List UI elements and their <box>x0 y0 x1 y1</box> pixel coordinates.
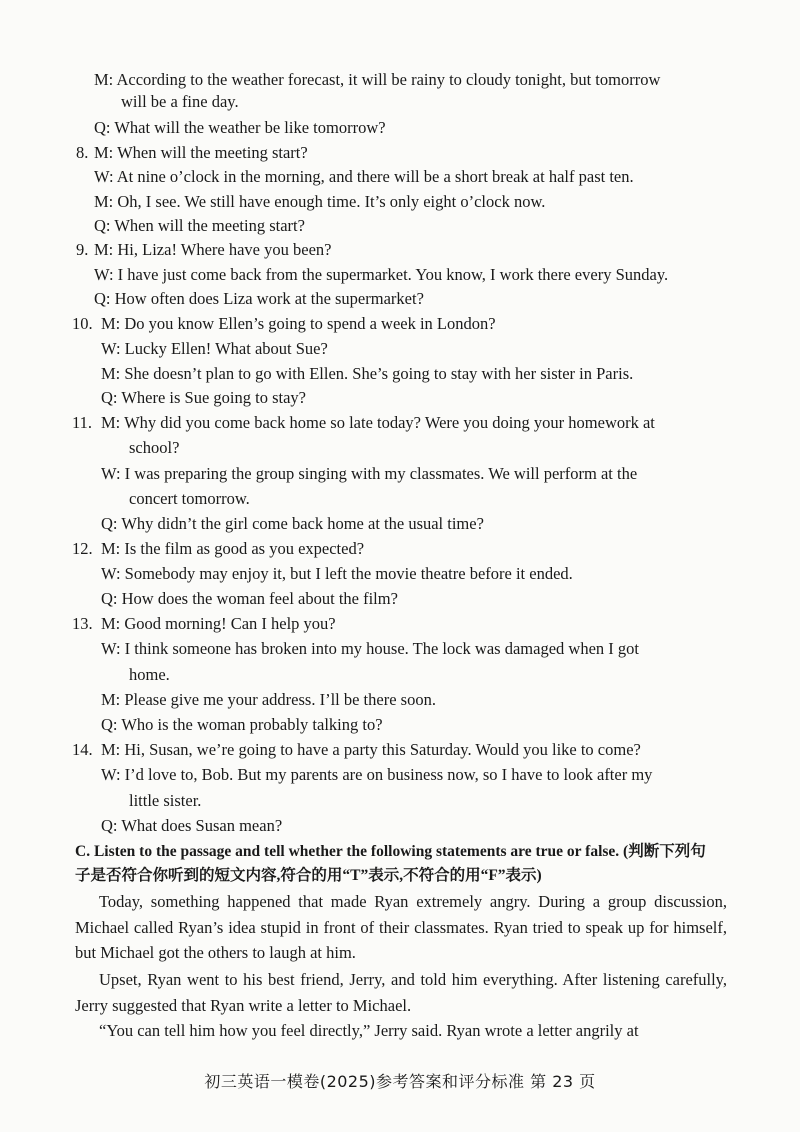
q13-number: 13. <box>72 614 93 633</box>
q9-question: Q: How often does Liza work at the supermarket? <box>94 289 424 308</box>
section-c-heading-line1: C. Listen to the passage and tell whether the following statements are true or false. (判断下列句 <box>75 843 706 860</box>
q13-question: Q: Who is the woman probably talking to? <box>101 715 383 734</box>
passage-paragraph-1: Today, something happened that made Ryan extremely angry. During a group discussion, Michael called Ryan’s idea stupid in front of their classmates. Ryan tried to speak up for himself, but Michael got the others to laugh at him. <box>75 892 727 962</box>
q13-woman-line: W: I think someone has broken into my house. The lock was damaged when I got <box>101 639 639 658</box>
q10-man-line: M: Do you know Ellen’s going to spend a week in London? <box>101 314 496 333</box>
q12-question: Q: How does the woman feel about the film? <box>101 589 398 608</box>
passage-paragraph-3: “You can tell him how you feel directly,” Jerry said. Ryan wrote a letter angrily at <box>99 1021 639 1040</box>
page-footer: 初三英语一模卷(2025)参考答案和评分标准 第 23 页 <box>204 1072 596 1091</box>
q7-man-line: M: According to the weather forecast, it will be rainy to cloudy tonight, but tomorrow <box>94 70 661 89</box>
q11-woman-line: W: I was preparing the group singing with my classmates. We will perform at the <box>101 464 638 483</box>
q9-man-line: M: Hi, Liza! Where have you been? <box>94 240 332 259</box>
q10-woman-line: W: Lucky Ellen! What about Sue? <box>101 339 328 358</box>
q8-man-line-2: M: Oh, I see. We still have enough time. It’s only eight o’clock now. <box>94 192 546 211</box>
q7-question: Q: What will the weather be like tomorrow? <box>94 118 386 137</box>
q11-woman-line-cont: concert tomorrow. <box>129 489 250 508</box>
q10-number: 10. <box>72 314 93 333</box>
q10-question: Q: Where is Sue going to stay? <box>101 388 306 407</box>
q12-man-line: M: Is the film as good as you expected? <box>101 539 365 558</box>
q14-question: Q: What does Susan mean? <box>101 816 283 835</box>
q11-number: 11. <box>72 413 93 432</box>
q13-man-line-2: M: Please give me your address. I’ll be there soon. <box>101 690 436 709</box>
q11-man-line: M: Why did you come back home so late today? Were you doing your homework at <box>101 413 655 432</box>
q14-woman-line: W: I’d love to, Bob. But my parents are on business now, so I have to look after my <box>101 765 653 784</box>
q14-number: 14. <box>72 740 93 759</box>
q13-man-line: M: Good morning! Can I help you? <box>101 614 336 633</box>
q14-woman-line-cont: little sister. <box>129 791 202 810</box>
q11-question: Q: Why didn’t the girl come back home at the usual time? <box>101 514 484 533</box>
q12-number: 12. <box>72 539 93 558</box>
q7-man-line-cont: will be a fine day. <box>121 92 239 111</box>
q12-woman-line: W: Somebody may enjoy it, but I left the movie theatre before it ended. <box>101 564 573 583</box>
q11-man-line-cont: school? <box>129 438 180 457</box>
q13-woman-line-cont: home. <box>129 665 170 684</box>
section-c-heading <box>75 840 735 888</box>
q8-man-line: M: When will the meeting start? <box>94 143 308 162</box>
q9-woman-line: W: I have just come back from the supermarket. You know, I work there every Sunday. <box>94 265 669 284</box>
q8-woman-line: W: At nine o’clock in the morning, and there will be a short break at half past ten. <box>94 167 634 186</box>
q10-man-line-2: M: She doesn’t plan to go with Ellen. She’s going to stay with her sister in Paris. <box>101 364 634 383</box>
passage-paragraph-2: Upset, Ryan went to his best friend, Jerry, and told him everything. After listening carefully, Jerry suggested that Ryan write a letter to Michael. <box>75 970 727 1015</box>
q9-number: 9. <box>76 240 89 259</box>
q8-number: 8. <box>76 143 89 162</box>
q8-question: Q: When will the meeting start? <box>94 216 305 235</box>
q14-man-line: M: Hi, Susan, we’re going to have a party this Saturday. Would you like to come? <box>101 740 641 759</box>
section-c-heading-line2: 子是否符合你听到的短文内容,符合的用“T”表示,不符合的用“F”表示) <box>75 867 542 884</box>
